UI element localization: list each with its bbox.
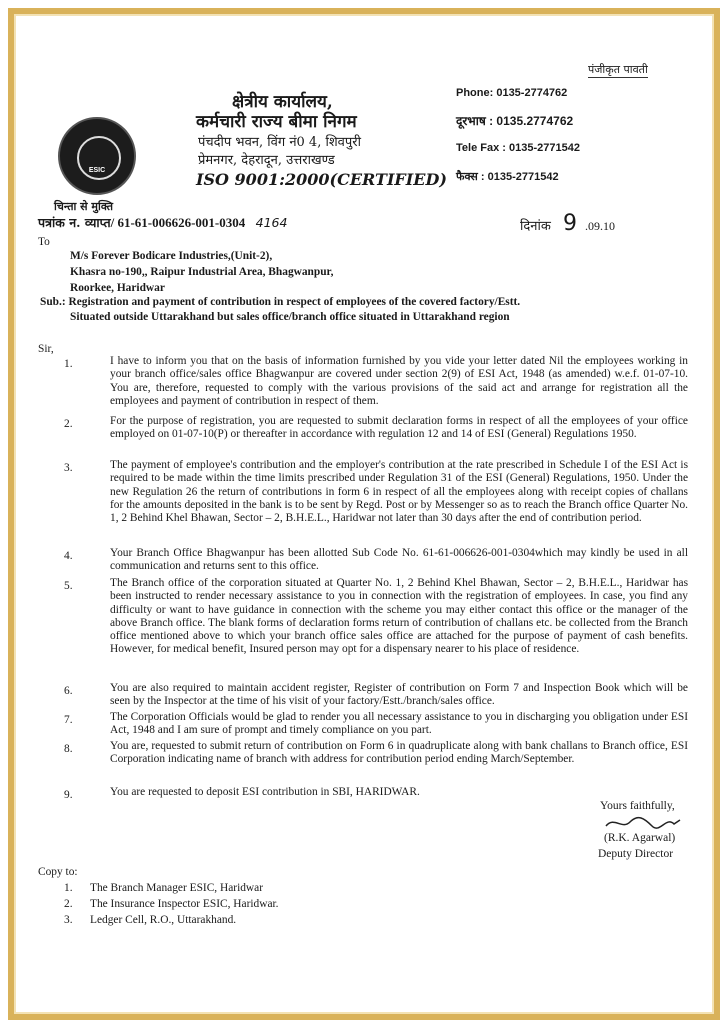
copy-to-label: Copy to: [38,866,78,878]
paragraph-7: The Corporation Officials would be glad to render you all necessary assistance to you in discharging you obligation under ESI Act, 1948 and I am sure of prompt and timely compliance on you part. [110,711,688,737]
copy-to-number: 2. [64,898,73,910]
paragraph-1: I have to inform you that on the basis of information furnished by you vide your letter dated Nil the employees working in your branch office/sales office Bhagwanpur are covered under section 2(9) of ESI Act, 1948 (as amended) w.e.f. 01-07-10. You are, therefore, requested to comply with the various provisions of the said act and arrange for registration all the employees and payment of contribution in respect of them. [110,355,688,407]
office-line1: क्षेत्रीय कार्यालय, [232,92,333,112]
paragraph-3: The payment of employee's contribution and the employer's contribution at the rate prescribed in Schedule I of the ESI Act is required to be made within the time limits prescribed under Regulation 31 of the ESI (General) Regulations, 1950. Under the new Regulation 26 the return of contributions in form 6 in respect of all the employees along with receipt copies of challans for the amounts deposited in the bank is to be sent by Regd. Post or by Messenger so as to reach the Branch office Quarter No. 1, 2 Behind Khel Bhawan, Sector – 2, B.H.E.L., Haridwar not later than 30 days after the end of contribution period. [110,459,688,525]
paragraph-number: 2. [64,418,73,430]
address-line1: M/s Forever Bodicare Industries,(Unit-2), [70,250,273,262]
logo-tagline: चिन्ता से मुक्ति [54,200,114,213]
paragraph-number: 3. [64,462,73,474]
subject-line1: Sub.: Registration and payment of contribution in respect of employees of the covered factory/Estt. [40,296,521,308]
to-label: To [38,236,50,248]
fax-number: Tele Fax : 0135-2771542 [456,142,580,154]
paragraph-number: 5. [64,580,73,592]
copy-to-number: 1. [64,882,73,894]
reference-line [38,214,287,231]
date-line [520,211,615,236]
paragraph-number: 7. [64,714,73,726]
paragraph-5: The Branch office of the corporation situated at Quarter No. 1, 2 Behind Khel Bhawan, Sector – 2, B.H.E.L., Haridwar has been instructed to render necessary assistance to you in connection with the registration of employees. In case, you find any difficulty or want to have guidance in connection with the scheme you may either contact this office or the manager of the above Branch office. The blank forms of declaration forms return of contribution of challans etc. be collected from the Branch office mentioned above to which your branch office sales office are attached for the purpose of payment of cash benefits. However, for medical benefit, Insured person may opt for a dispensary nearer to his place of residence. [110,577,688,656]
paragraph-4: Your Branch Office Bhagwanpur has been allotted Sub Code No. 61-61-006626-001-0304which may kindly be used in all communication and returns sent to this office. [110,547,688,573]
signatory-name: (R.K. Agarwal) [604,832,676,844]
copy-to-item-1: The Branch Manager ESIC, Haridwar [90,882,264,894]
fax-number-hindi: फैक्स : 0135-2771542 [456,171,559,183]
signature-scribble [604,814,684,832]
stamp-label: पंजीकृत पावती [588,63,648,76]
esic-logo [58,117,136,195]
paragraph-6: You are also required to maintain accident register, Register of contribution on Form 7 and Inspection Book which will be seen by the Inspector at the time of his visit of your factory/Estt./branch/sales office. [110,682,688,708]
signatory-title: Deputy Director [598,848,674,860]
paragraph-number: 8. [64,743,73,755]
phone-number-hindi: दूरभाष : 0135.2774762 [456,114,574,128]
subject-line2: Situated outside Uttarakhand but sales office/branch office situated in Uttarakhand region [70,311,510,323]
paragraph-number: 1. [64,358,73,370]
date-label: दिनांक [520,219,551,234]
reference-handwritten: 4164 [255,215,288,230]
reference-number: / 61-61-006626-001-0304 [110,215,246,230]
copy-to-item-3: Ledger Cell, R.O., Uttarakhand. [90,914,237,926]
paragraph-2: For the purpose of registration, you are requested to submit declaration forms in respect of all the employees of your office employed on 01-07-10(P) or thereafter in accordance with regulation 12 and 14 of ESI (General) Regulations 1950. [110,415,688,441]
office-line4: प्रेमनगर, देहरादून, उत्तराखण्ड [198,153,335,168]
date-rest: .09.10 [584,219,615,233]
paragraph-number: 9. [64,789,73,801]
phone-number: Phone: 0135-2774762 [456,87,568,99]
office-line3: पंचदीप भवन, विंग नं0 4, शिवपुरी [198,135,361,150]
copy-to-number: 3. [64,914,73,926]
logo-text: ESIC [88,167,106,174]
address-line2: Khasra no-190,, Raipur Industrial Area, Bhagwanpur, [70,266,334,278]
closing-yours: Yours faithfully, [600,800,675,812]
date-day: 9 [562,211,577,236]
copy-to-item-2: The Insurance Inspector ESIC, Haridwar. [90,898,279,910]
office-line2: कर्मचारी राज्य बीमा निगम [196,112,357,132]
paragraph-number: 6. [64,685,73,697]
salutation: Sir, [38,343,54,355]
reference-label: पत्रांक न. व्याप्त [38,215,111,230]
paragraph-8: You are, requested to submit return of contribution on Form 6 in quadruplicate along with bank challans to Branch office, ESI Corporation indicating name of branch with address for contribution period ending March/September. [110,740,688,766]
iso-certification: ISO 9001:2000(CERTIFIED) [196,170,447,189]
address-line3: Roorkee, Haridwar [70,282,165,294]
paragraph-number: 4. [64,550,73,562]
paragraph-9: You are requested to deposit ESI contribution in SBI, HARIDWAR. [110,786,420,798]
